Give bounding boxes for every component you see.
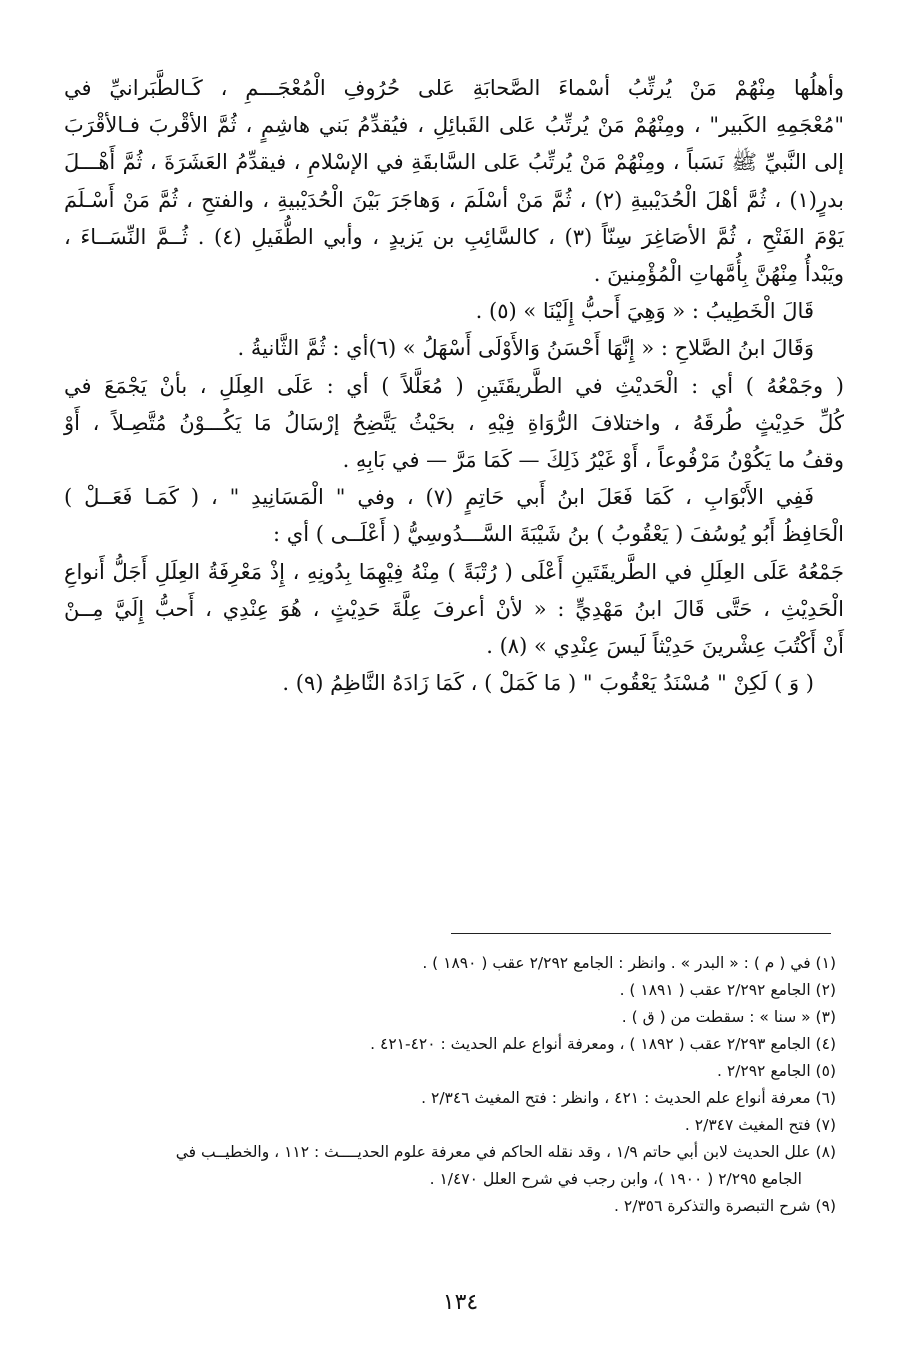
footnote: (٨) علل الحديث لابن أبي حاتم ١/٩ ، وقد نقله الحاكم في معرفة علوم الحديــــث : ١١٢ ، والخطيــب في <box>175 1143 836 1161</box>
text-line: أَنْ أَكْتُبَ عِشْرينَ حَدِيْثاً لَيسَ عِنْدِي » (٨) . <box>486 634 844 659</box>
footnote: (٧) فتح المغيث ٢/٣٤٧ . <box>684 1116 836 1134</box>
text-line: ( وَ ) لَكِنْ " مُسْنَدُ يَعْقُوبَ " ( مَا كَمَلْ ) ، كَمَا زَادَهُ النَّاظِمُ (٩) . <box>282 671 814 696</box>
text-line: بدرٍ(١) ، ثُمَّ أهْلَ الْحُدَيْبيةِ (٢) ، ثُمَّ مَنْ أسْلَمَ ، وَهاجَرَ بَيْنَ الْحُدَيْبيةِ ، والفتحِ ، ثُمَّ مَنْ أَسْـلَمَ <box>64 187 844 212</box>
text-line: ( وجَمْعُهُ ) أي : الْحَديْثِ في الطَّريقَتَينِ ( مُعَلَّلاً ) أي : عَلَى العِلَلِ ، بأنْ يَجْمَعَ في <box>64 373 844 398</box>
footnotes <box>64 950 836 1220</box>
text-line: يَوْمَ الفَتْحِ ، ثُمَّ الأصَاغِرَ سِنّاً (٣) ، كالسَّائِبِ بن يَزيدٍ ، وأبي الطُّفَيلِ (٤) . ثُــمَّ النِّسَــاءَ ، <box>64 224 845 249</box>
footnote: (١) في ( م ) : « البدر » . وانظر : الجامع ٢/٢٩٢ عقب ( ١٨٩٠ ) . <box>422 954 836 972</box>
text-line: قَالَ الْخَطِيبُ : « وَهِيَ أَحبُّ إِلَيْنَا » (٥) . <box>475 299 814 324</box>
text-line: إلى النَّبيِّ ﷺ نَسَباً ، ومِنْهُمْ مَنْ يُرتِّبُ عَلى السَّابقَةِ في الإسْلامِ ، فيقدِّمُ العَشَرَةَ ، ثُمَّ أَهْـــلَ <box>64 150 844 175</box>
text-line: ويَبْدأُ مِنْهُنَّ بِأُمَّهاتِ الْمُؤْمِنينَ . <box>593 262 844 287</box>
footnote: (٢) الجامع ٢/٢٩٢ عقب ( ١٨٩١ ) . <box>619 981 836 999</box>
text-line: جَمْعُهُ عَلَى العِلَلِ في الطَّريقَتَينِ أَعْلَى ( رُتْبَةً ) مِنْهُ فِيْهِمَا بِدُونِهِ ، إِذْ مَعْرِفَةُ العِلَلِ أَجَلُّ أَنواعِ <box>64 559 844 584</box>
text-line: وأهلُها مِنْهُمْ مَنْ يُرتِّبُ أسْماءَ الصَّحابَةِ عَلى حُرُوفِ الْمُعْجَـــمِ ، كَـالطَّبَرانيِّ في <box>64 76 844 100</box>
text-line: وَقَالَ ابنُ الصَّلاحِ : « إِنَّهَا أَحْسَنُ وَالأَوْلَى أَسْهَلُ » (٦)أي : ثُمَّ الثَّانيةُ . <box>237 336 814 361</box>
footnote-continuation: الجامع ٢/٢٩٥ ( ١٩٠٠ )، وابن رجب في شرح العلل ١/٤٧٠ . <box>429 1170 802 1188</box>
footnote: (٩) شرح التبصرة والتذكرة ٢/٣٥٦ . <box>614 1197 836 1215</box>
text-line: الْحَافِظُ أَبُو يُوسُفَ ( يَعْقُوبُ ) بنُ شَيْبَةَ السَّـــدُوسِيُّ ( أَعْلَــى ) أي : <box>273 522 844 547</box>
footnote: (٤) الجامع ٢/٢٩٣ عقب ( ١٨٩٢ ) ، ومعرفة أنواع علم الحديث : ٤٢٠-٤٢١ . <box>370 1035 836 1053</box>
text-line: وقفُ ما يَكُوْنُ مَرْفُوعاً ، أَوْ غَيْرُ ذَلِكَ — كَمَا مَرَّ — في بَابِهِ . <box>342 448 844 473</box>
text-line: "مُعْجَمِهِ الكَبير" ، ومِنْهُمْ مَنْ يُرتِّبُ عَلى القَبائِلِ ، فيُقدِّمُ بَني هاشِمٍ ، ثُمَّ الأقْربَ فـالأقْرَبَ <box>64 113 844 138</box>
text-line: الْحَدِيْثِ ، حَتَّى قَالَ ابنُ مَهْدِيٍّ : « لأنْ أعرفَ عِلَّةَ حَدِيْثٍ ، هُوَ عِنْدِي ، أَحبُّ إِلَيَّ مِــنْ <box>64 596 844 621</box>
text-line: كُلِّ حَدِيْثٍ طُرقَهُ ، واختلافَ الرُّوَاةِ فِيْهِ ، بحَيْثُ يَتَّضِحُ إرْسَالُ مَا يَكُـــوْنُ مُتَّصِـلاً ، أَوْ <box>64 410 844 435</box>
footnote: (٥) الجامع ٢/٢٩٢ . <box>717 1062 836 1080</box>
footnote: (٣) « سنا » : سقطت من ( ق ) . <box>621 1008 836 1026</box>
footnote: (٦) معرفة أنواع علم الحديث : ٤٢١ ، وانظر : فتح المغيث ٢/٣٤٦ . <box>421 1089 836 1107</box>
text-line: فَفِي الأَبْوَابِ ، كَمَا فَعَلَ ابنُ أَبي حَاتِمٍ (٧) ، وفي " الْمَسَانِيدِ " ، ( كَمَـا فَعَــلْ ) <box>64 485 814 510</box>
page-number: ١٣٤ <box>442 1290 479 1315</box>
footnote-separator <box>451 933 831 934</box>
main-text <box>64 70 844 702</box>
